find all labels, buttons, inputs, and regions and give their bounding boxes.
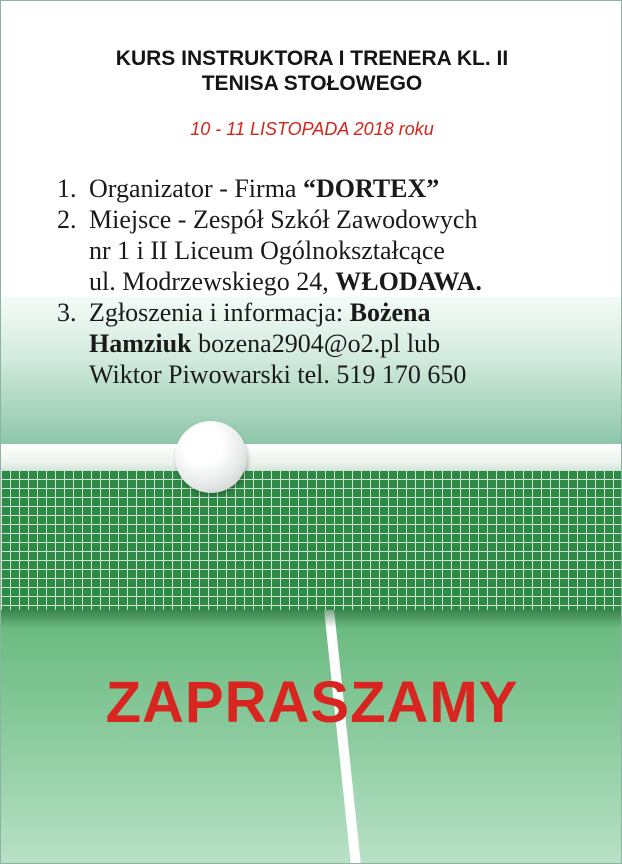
contact-first-name: Bożena — [349, 298, 431, 327]
location-line2: nr 1 i II Liceum Ogólnokształcące — [89, 236, 445, 265]
location-city: WŁODAWA — [335, 267, 476, 296]
course-title — [1, 46, 622, 96]
list-number: 3. — [57, 298, 77, 327]
contact-line2 — [89, 328, 597, 359]
organizer-label: Organizator - Firma — [89, 174, 303, 203]
net-top-tape — [1, 444, 622, 470]
list-item-contact — [57, 297, 597, 390]
contact-last-name: Hamziuk — [89, 329, 192, 358]
contact-email: bozena2904@o2.pl lub — [191, 329, 441, 358]
contact-line1: Zgłoszenia i informacja: Bożena — [89, 298, 431, 327]
net-shadow — [1, 610, 622, 628]
list-number: 2. — [57, 205, 77, 234]
location-line1: Miejsce - Zespół Szkół Zawodowych — [89, 205, 478, 234]
net-mesh — [1, 470, 622, 610]
course-title-line2: TENISA STOŁOWEGO — [201, 72, 423, 95]
contact-line3: Wiktor Piwowarski tel. 519 170 650 — [89, 360, 467, 389]
list-number: 1. — [57, 174, 77, 203]
location-line3: ul. Modrzewskiego 24, WŁODAWA. — [89, 267, 482, 296]
info-list — [57, 173, 597, 390]
list-item-location — [57, 204, 597, 297]
list-item-organizer — [57, 173, 597, 204]
ping-pong-ball-icon — [175, 421, 247, 493]
organizer-name: “DORTEX” — [302, 174, 440, 203]
course-title-line1: KURS INSTRUKTORA I TRENERA KL. II — [115, 47, 509, 70]
invitation-heading: ZAPRASZAMY — [105, 670, 519, 735]
event-date: 10 - 11 LISTOPADA 2018 roku — [190, 119, 434, 139]
